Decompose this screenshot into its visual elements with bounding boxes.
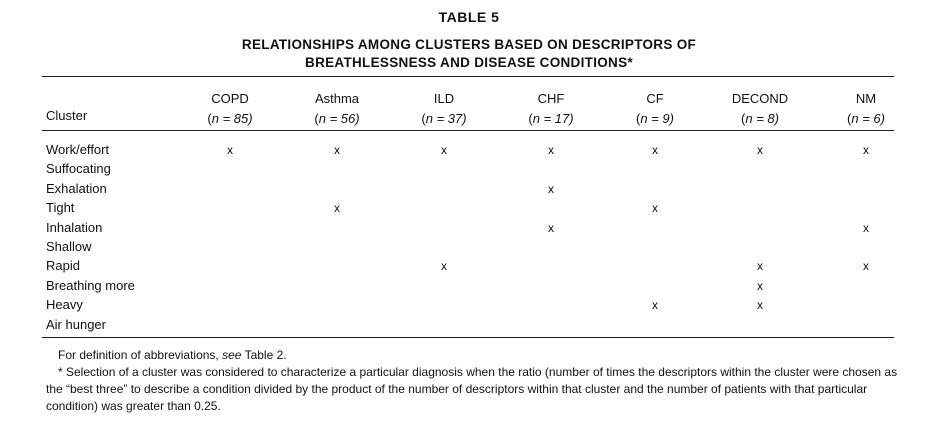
- column-header-count: [384, 109, 504, 129]
- column-header-name: CHF: [537, 91, 565, 106]
- count-value: = 37): [432, 111, 467, 126]
- column-header-1: [277, 89, 397, 129]
- table-title: [0, 36, 938, 72]
- table-title-line-1: RELATIONSHIPS AMONG CLUSTERS BASED ON DESCRIPTORS OF: [241, 37, 697, 52]
- cluster-column-header: Cluster: [46, 108, 88, 123]
- column-header-name: Asthma: [314, 91, 360, 106]
- row-label: Air hunger: [46, 316, 106, 332]
- cell-mark: x: [863, 259, 869, 274]
- count-value: = 85): [218, 111, 253, 126]
- column-header-name: DECOND: [731, 91, 789, 106]
- top-rule: [42, 76, 894, 77]
- cell-mark: x: [863, 220, 869, 235]
- column-header-name: CF: [646, 91, 664, 106]
- column-header-name: NM: [855, 91, 877, 106]
- count-n-label: n: [851, 111, 859, 126]
- count-n-label: n: [640, 111, 648, 126]
- cell-mark: x: [757, 278, 763, 293]
- count-n-label: n: [425, 111, 433, 126]
- count-value: = 9): [647, 111, 674, 126]
- cell-mark: x: [757, 259, 763, 274]
- column-header-count: [806, 109, 926, 129]
- cell-mark: x: [652, 143, 658, 157]
- cell-mark: x: [227, 143, 233, 157]
- count-open-paren: (: [636, 111, 641, 126]
- row-label: Breathing more: [46, 277, 135, 293]
- count-value: = 6): [858, 111, 885, 126]
- column-header-5: [700, 89, 820, 129]
- count-n-label: n: [211, 111, 219, 126]
- column-header-0: [170, 89, 290, 129]
- column-header-name: COPD: [211, 91, 249, 106]
- row-label: Suffocating: [46, 161, 111, 177]
- row-label: Inhalation: [46, 219, 103, 235]
- cell-mark: x: [863, 143, 869, 157]
- abbreviation-footnote-see: see: [222, 348, 242, 362]
- cell-mark: x: [548, 181, 554, 196]
- cell-mark: x: [334, 143, 340, 157]
- cell-mark: x: [652, 298, 658, 313]
- count-n-label: n: [318, 111, 326, 126]
- column-header-3: [491, 89, 611, 129]
- cell-mark: x: [548, 220, 554, 235]
- cell-mark: x: [652, 201, 658, 216]
- column-header-4: [595, 89, 715, 129]
- count-open-paren: (: [314, 111, 319, 126]
- cell-mark: x: [441, 143, 447, 157]
- column-header-count: [700, 109, 820, 129]
- count-open-paren: (: [528, 111, 533, 126]
- header-rule: [42, 130, 894, 131]
- selection-footnote: * Selection of a cluster was considered to characterize a particular diagnosis when the ratio (number of times the descriptors within the cluster were chosen as the “best three” to describe a condition divided by the product of the number of descriptors within that cluster and the number of patients with that particular condition) was greater than 0.25.: [46, 365, 898, 413]
- count-value: = 8): [752, 111, 779, 126]
- table-label: TABLE 5: [438, 9, 500, 25]
- row-label: Exhalation: [46, 180, 107, 196]
- column-header-count: [491, 109, 611, 129]
- column-header-count: [170, 109, 290, 129]
- count-open-paren: (: [421, 111, 426, 126]
- column-header-count: [595, 109, 715, 129]
- row-label: Work/effort: [46, 142, 110, 157]
- column-header-2: [384, 89, 504, 129]
- count-n-label: n: [532, 111, 540, 126]
- count-n-label: n: [745, 111, 753, 126]
- row-label: Rapid: [46, 258, 80, 274]
- count-open-paren: (: [207, 111, 212, 126]
- abbreviation-footnote-prefix: For definition of abbreviations,: [58, 348, 223, 362]
- row-label: Heavy: [46, 297, 83, 313]
- abbreviation-footnote-suffix: Table 2.: [241, 348, 287, 362]
- cell-mark: x: [334, 201, 340, 216]
- count-value: = 17): [539, 111, 574, 126]
- cell-mark: x: [441, 259, 447, 274]
- abbreviation-footnote: [46, 347, 900, 364]
- count-value: = 56): [325, 111, 360, 126]
- cell-mark: x: [548, 143, 554, 157]
- footnotes: [46, 347, 900, 415]
- bottom-rule: [42, 337, 894, 338]
- row-label: Shallow: [46, 239, 92, 254]
- row-label: Tight: [46, 200, 75, 216]
- count-open-paren: (: [741, 111, 746, 126]
- cell-mark: x: [757, 143, 763, 157]
- column-header-6: [806, 89, 926, 129]
- cell-mark: x: [757, 298, 763, 313]
- column-header-count: [277, 109, 397, 129]
- count-open-paren: (: [847, 111, 852, 126]
- table-title-line-2: BREATHLESSNESS AND DISEASE CONDITIONS*: [305, 55, 633, 70]
- column-header-name: ILD: [433, 91, 455, 106]
